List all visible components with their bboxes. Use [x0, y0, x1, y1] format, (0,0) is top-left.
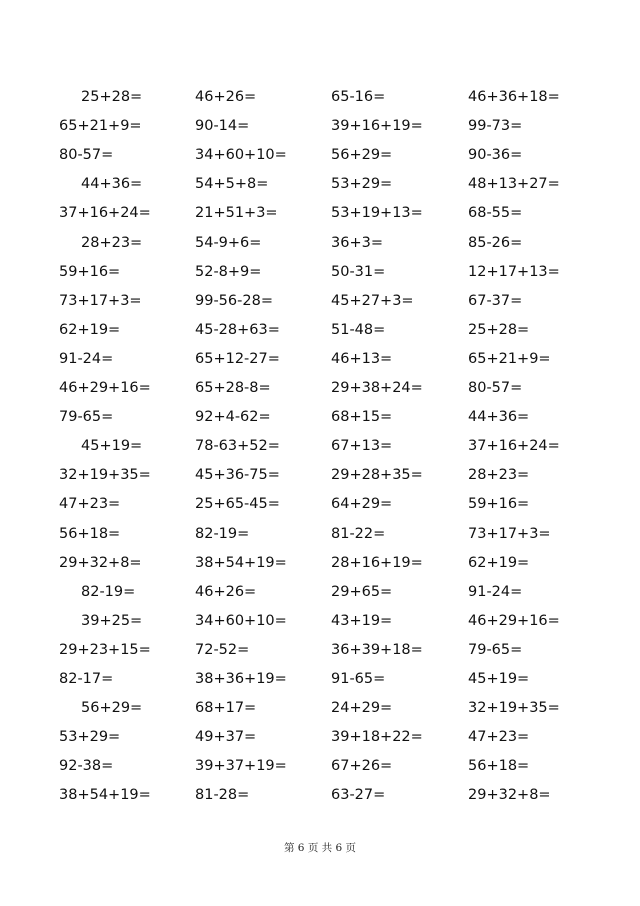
- problem-cell: 85-26=: [468, 234, 523, 251]
- problem-cell: 56+18=: [468, 758, 530, 775]
- problem-cell: 99-73=: [468, 118, 523, 135]
- problem-row: [0, 232, 640, 254]
- problem-cell: 45+19=: [81, 438, 143, 455]
- problem-cell: 67+26=: [331, 758, 393, 775]
- problem-cell: 29+28+35=: [331, 467, 423, 484]
- problem-cell: 46+26=: [195, 89, 257, 105]
- problem-cell: 91-65=: [331, 671, 386, 687]
- problem-cell: 56+29=: [81, 700, 143, 717]
- problem-cell: 79-65=: [468, 641, 523, 658]
- problem-cell: 79-65=: [59, 409, 114, 426]
- problem-cell: 90-14=: [195, 118, 250, 135]
- problem-cell: 21+51+3=: [195, 205, 278, 222]
- problem-cell: 82-19=: [195, 525, 250, 542]
- problem-cell: 65+21+9=: [468, 350, 551, 367]
- problem-cell: 44+36=: [468, 409, 530, 426]
- problem-cell: 91-24=: [59, 350, 114, 367]
- problem-cell: 28+23=: [468, 467, 530, 484]
- problem-cell: 91-24=: [468, 583, 523, 600]
- problem-cell: 90-36=: [468, 147, 523, 164]
- problem-row: [0, 668, 640, 690]
- problem-cell: 56+29=: [331, 147, 393, 164]
- problem-cell: 63-27=: [331, 787, 386, 804]
- problem-cell: 73+17+3=: [59, 292, 142, 309]
- problem-row: [0, 348, 640, 370]
- problem-cell: 29+23+15=: [59, 641, 151, 658]
- problem-cell: 92-38=: [59, 758, 114, 775]
- problem-cell: 81-22=: [331, 525, 386, 542]
- problem-row: [0, 115, 640, 137]
- problem-cell: 72-52=: [195, 641, 250, 658]
- problem-cell: 37+16+24=: [59, 205, 151, 222]
- problem-row: [0, 784, 640, 806]
- problem-row: [0, 610, 640, 632]
- problem-cell: 36+3=: [331, 234, 383, 251]
- problem-cell: 45+19=: [468, 671, 530, 687]
- problem-row: [0, 523, 640, 545]
- problem-cell: 48+13+27=: [468, 176, 560, 193]
- problem-cell: 80-57=: [468, 380, 523, 396]
- problem-cell: 65+28-8=: [195, 380, 271, 396]
- problem-row: [0, 435, 640, 457]
- problem-cell: 56+18=: [59, 525, 121, 542]
- problem-cell: 49+37=: [195, 729, 257, 746]
- problem-cell: 46+26=: [195, 583, 257, 600]
- problem-row: [0, 173, 640, 195]
- problem-cell: 92+4-62=: [195, 409, 271, 426]
- problem-cell: 73+17+3=: [468, 525, 551, 542]
- problem-cell: 38+54+19=: [59, 787, 151, 804]
- problem-cell: 59+16=: [59, 263, 121, 280]
- problem-cell: 67-37=: [468, 292, 523, 309]
- problem-cell: 37+16+24=: [468, 438, 560, 455]
- problem-cell: 39+16+19=: [331, 118, 423, 135]
- problem-cell: 80-57=: [59, 147, 114, 164]
- problem-cell: 82-17=: [59, 671, 114, 687]
- problem-cell: 29+32+8=: [468, 787, 551, 804]
- problem-cell: 45+36-75=: [195, 467, 280, 484]
- problem-cell: 43+19=: [331, 612, 393, 629]
- problem-cell: 59+16=: [468, 496, 530, 513]
- problem-row: [0, 144, 640, 166]
- problem-cell: 39+18+22=: [331, 729, 423, 746]
- problem-row: [0, 581, 640, 603]
- problem-cell: 34+60+10=: [195, 612, 287, 629]
- problem-cell: 29+38+24=: [331, 380, 423, 396]
- problem-cell: 47+23=: [59, 496, 121, 513]
- problem-cell: 65+12-27=: [195, 350, 280, 367]
- problem-cell: 68+15=: [331, 409, 393, 426]
- problem-cell: 39+25=: [81, 612, 143, 629]
- problem-cell: 54-9+6=: [195, 234, 262, 251]
- problem-cell: 64+29=: [331, 496, 393, 513]
- problem-cell: 46+29+16=: [468, 612, 560, 629]
- problem-row: [0, 755, 640, 777]
- problem-row: [0, 552, 640, 574]
- problem-cell: 53+29=: [59, 729, 121, 746]
- problem-cell: 67+13=: [331, 438, 393, 455]
- problem-cell: 68-55=: [468, 205, 523, 222]
- problem-row: [0, 290, 640, 312]
- problem-cell: 28+16+19=: [331, 554, 423, 571]
- problem-cell: 99-56-28=: [195, 292, 273, 309]
- problem-row: [0, 697, 640, 719]
- problem-cell: 46+29+16=: [59, 380, 151, 396]
- problem-row: [0, 319, 640, 341]
- problem-row: [0, 261, 640, 283]
- problem-cell: 12+17+13=: [468, 263, 560, 280]
- problem-cell: 65+21+9=: [59, 118, 142, 135]
- problem-row: [0, 493, 640, 515]
- problem-row: [0, 726, 640, 748]
- problem-cell: 25+28=: [81, 89, 143, 105]
- problem-cell: 68+17=: [195, 700, 257, 717]
- problem-cell: 36+39+18=: [331, 641, 423, 658]
- problem-cell: 81-28=: [195, 787, 250, 804]
- problem-cell: 53+19+13=: [331, 205, 423, 222]
- problem-cell: 82-19=: [81, 583, 136, 600]
- problem-cell: 54+5+8=: [195, 176, 269, 193]
- problem-cell: 51-48=: [331, 321, 386, 338]
- problem-cell: 34+60+10=: [195, 147, 287, 164]
- problem-row: [0, 377, 640, 399]
- problem-cell: 44+36=: [81, 176, 143, 193]
- problem-row: [0, 464, 640, 486]
- problem-cell: 29+65=: [331, 583, 393, 600]
- problem-cell: 38+36+19=: [195, 671, 287, 687]
- problem-cell: 65-16=: [331, 89, 386, 105]
- problem-cell: 25+28=: [468, 321, 530, 338]
- problem-row: [0, 406, 640, 428]
- problem-row: [0, 639, 640, 661]
- problem-cell: 39+37+19=: [195, 758, 287, 775]
- problem-cell: 32+19+35=: [468, 700, 560, 717]
- problem-row: [0, 202, 640, 224]
- problem-cell: 32+19+35=: [59, 467, 151, 484]
- problem-cell: 78-63+52=: [195, 438, 280, 455]
- problem-cell: 53+29=: [331, 176, 393, 193]
- problem-cell: 28+23=: [81, 234, 143, 251]
- problem-cell: 25+65-45=: [195, 496, 280, 513]
- problem-cell: 47+23=: [468, 729, 530, 746]
- problem-cell: 46+13=: [331, 350, 393, 367]
- problem-row: [0, 86, 640, 108]
- problem-cell: 52-8+9=: [195, 263, 262, 280]
- page-footer: 第 6 页 共 6 页: [283, 842, 357, 854]
- problem-cell: 62+19=: [468, 554, 530, 571]
- problem-cell: 29+32+8=: [59, 554, 142, 571]
- problem-cell: 24+29=: [331, 700, 393, 717]
- problem-cell: 62+19=: [59, 321, 121, 338]
- problem-cell: 46+36+18=: [468, 89, 560, 105]
- problem-cell: 45-28+63=: [195, 321, 280, 338]
- problem-cell: 45+27+3=: [331, 292, 414, 309]
- problem-cell: 50-31=: [331, 263, 386, 280]
- problem-cell: 38+54+19=: [195, 554, 287, 571]
